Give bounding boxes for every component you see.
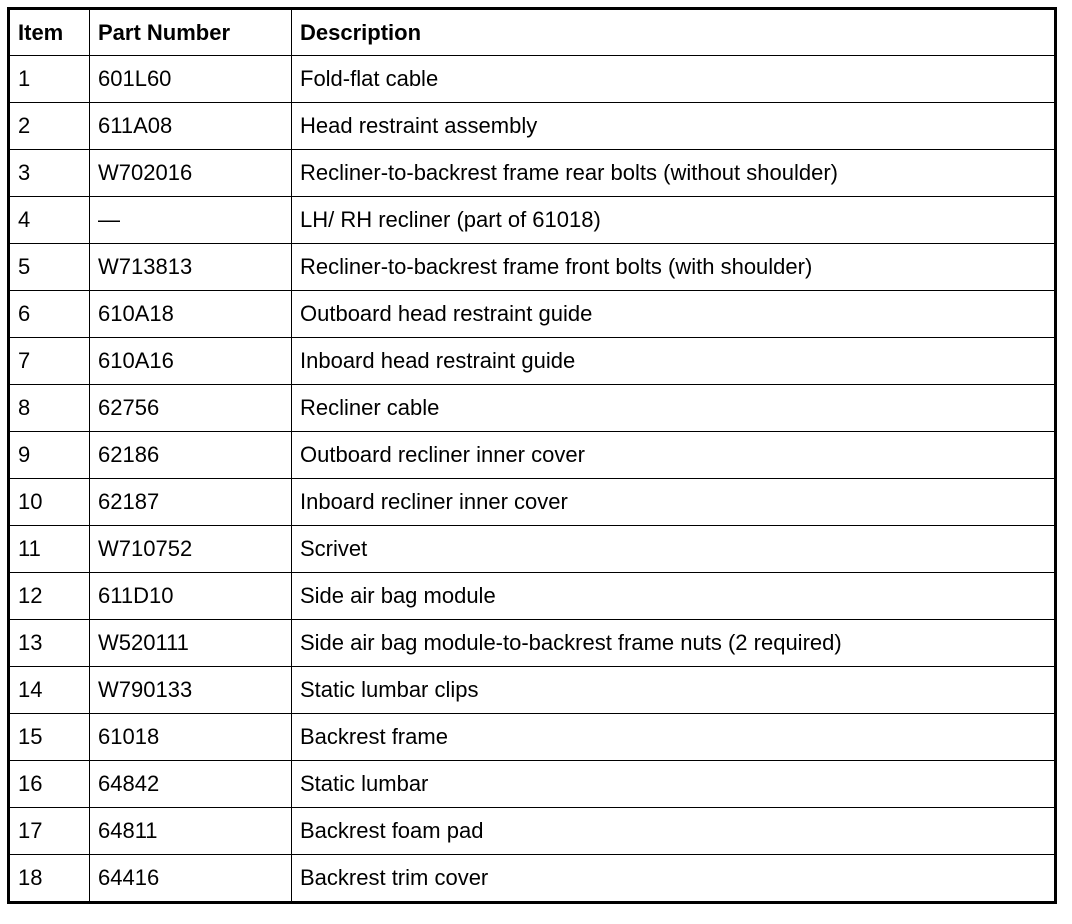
header-row (9, 9, 1056, 56)
table-row (9, 338, 1056, 385)
table-row (9, 291, 1056, 338)
part-number-cell: 610A18 (90, 291, 292, 338)
item-cell: 13 (9, 620, 90, 667)
item-cell: 17 (9, 808, 90, 855)
description-cell: Outboard head restraint guide (292, 291, 1056, 338)
description-cell: Static lumbar (292, 761, 1056, 808)
item-cell: 4 (9, 197, 90, 244)
part-number-cell: 62187 (90, 479, 292, 526)
part-number-cell: W702016 (90, 150, 292, 197)
description-cell: Backrest trim cover (292, 855, 1056, 903)
table-row (9, 103, 1056, 150)
table-row (9, 479, 1056, 526)
description-cell: Recliner cable (292, 385, 1056, 432)
table-row (9, 197, 1056, 244)
item-cell: 8 (9, 385, 90, 432)
description-cell: Fold-flat cable (292, 56, 1056, 103)
part-number-cell: W710752 (90, 526, 292, 573)
item-cell: 18 (9, 855, 90, 903)
parts-table (7, 7, 1057, 904)
part-number-cell: 601L60 (90, 56, 292, 103)
table-row (9, 855, 1056, 903)
table-row (9, 808, 1056, 855)
table-row (9, 432, 1056, 479)
item-cell: 10 (9, 479, 90, 526)
table-row (9, 620, 1056, 667)
item-cell: 2 (9, 103, 90, 150)
table-row (9, 761, 1056, 808)
part-number-cell: W790133 (90, 667, 292, 714)
part-number-cell: 64811 (90, 808, 292, 855)
description-cell: LH/ RH recliner (part of 61018) (292, 197, 1056, 244)
item-cell: 5 (9, 244, 90, 291)
table-row (9, 150, 1056, 197)
part-number-cell: — (90, 197, 292, 244)
table-header (9, 9, 1056, 56)
item-cell: 14 (9, 667, 90, 714)
item-cell: 6 (9, 291, 90, 338)
description-cell: Side air bag module-to-backrest frame nuts (2 required) (292, 620, 1056, 667)
part-number-cell: W520111 (90, 620, 292, 667)
table-row (9, 56, 1056, 103)
table-row (9, 526, 1056, 573)
table-row (9, 714, 1056, 761)
item-cell: 9 (9, 432, 90, 479)
description-cell: Scrivet (292, 526, 1056, 573)
description-cell: Side air bag module (292, 573, 1056, 620)
part-number-cell: 64842 (90, 761, 292, 808)
part-number-cell: 61018 (90, 714, 292, 761)
description-cell: Inboard head restraint guide (292, 338, 1056, 385)
part-number-cell: 62756 (90, 385, 292, 432)
item-cell: 15 (9, 714, 90, 761)
part-number-cell: 62186 (90, 432, 292, 479)
description-cell: Static lumbar clips (292, 667, 1056, 714)
header-part-number: Part Number (90, 9, 292, 56)
description-cell: Outboard recliner inner cover (292, 432, 1056, 479)
part-number-cell: W713813 (90, 244, 292, 291)
table-row (9, 244, 1056, 291)
description-cell: Head restraint assembly (292, 103, 1056, 150)
item-cell: 11 (9, 526, 90, 573)
description-cell: Inboard recliner inner cover (292, 479, 1056, 526)
description-cell: Recliner-to-backrest frame rear bolts (without shoulder) (292, 150, 1056, 197)
part-number-cell: 610A16 (90, 338, 292, 385)
header-description: Description (292, 9, 1056, 56)
table-row (9, 385, 1056, 432)
item-cell: 16 (9, 761, 90, 808)
part-number-cell: 64416 (90, 855, 292, 903)
description-cell: Backrest foam pad (292, 808, 1056, 855)
table-body (9, 56, 1056, 903)
description-cell: Backrest frame (292, 714, 1056, 761)
item-cell: 3 (9, 150, 90, 197)
table-row (9, 667, 1056, 714)
table-row (9, 573, 1056, 620)
part-number-cell: 611A08 (90, 103, 292, 150)
item-cell: 12 (9, 573, 90, 620)
description-cell: Recliner-to-backrest frame front bolts (with shoulder) (292, 244, 1056, 291)
part-number-cell: 611D10 (90, 573, 292, 620)
item-cell: 1 (9, 56, 90, 103)
item-cell: 7 (9, 338, 90, 385)
header-item: Item (9, 9, 90, 56)
